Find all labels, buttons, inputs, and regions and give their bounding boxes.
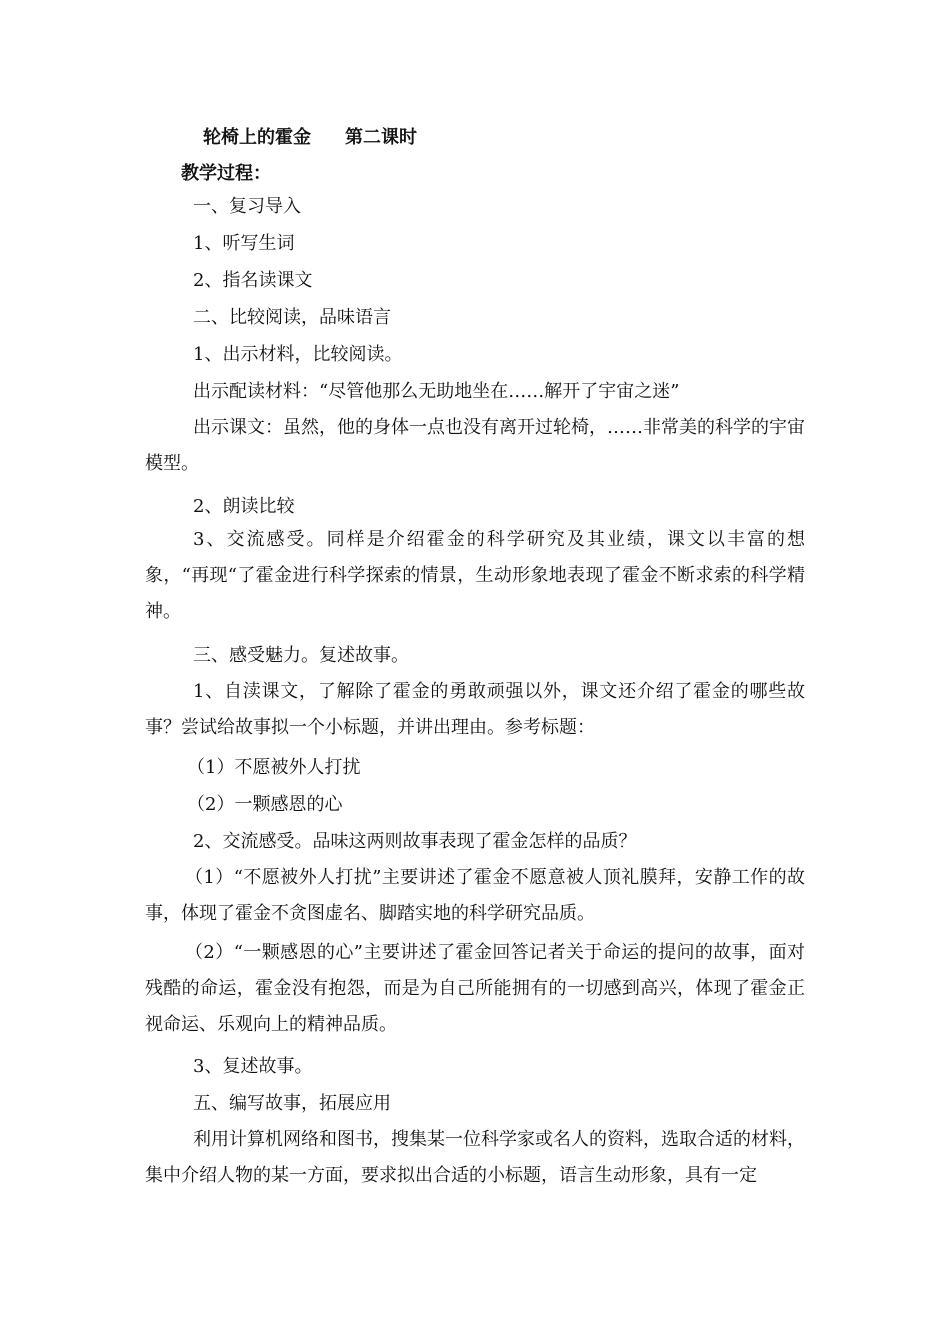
section-3-title-2: （2）一颗感恩的心	[187, 794, 343, 815]
section-3-item-1: 1、自渎课文，了解除了霍金的勇敢顽强以外，课文还介绍了霍金的哪些故事？尝试给故事拟一个小标题，并讲出理由。参考标题：	[145, 681, 805, 738]
document-title	[203, 127, 417, 149]
section-5-heading: 五、编写故事，拓展应用	[193, 1093, 391, 1114]
section-2-item-2: 2、朗读比较	[193, 496, 295, 517]
section-3-item-3: 3、复述故事。	[193, 1056, 313, 1077]
section-2-material-b: 出示课文：虽然，他的身体一点也没有离开过轮椅，……非常美的科学的宇宙模型。	[145, 417, 805, 474]
section-2-material-a: 出示配读材料：“尽管他那么无助地坐在……解开了宇宙之迷”	[193, 381, 680, 402]
section-3-heading: 三、感受魅力。复述故事。	[193, 645, 409, 666]
section-5-item-1: 利用计算机网络和图书，搜集某一位科学家或名人的资料，选取合适的材料，集中介绍人物的某一方面，要求拟出合适的小标题，语言生动形象，具有一定	[145, 1129, 805, 1186]
section-2-item-3: 3、交流感受。同样是介绍霍金的科学研究及其业绩，课文以丰富的想象，“再现“了霍金进行科学探索的情景，生动形象地表现了霍金不断求索的科学精神。	[145, 529, 805, 622]
section-3-item-2: 2、交流感受。品味这两则故事表现了霍金怎样的品质？	[193, 831, 637, 852]
section-1-item-2: 2、指名读课文	[193, 270, 313, 291]
section-1-heading: 一、复习导入	[193, 196, 301, 217]
section-3-answer-2: （2）“一颗感恩的心”主要讲述了霍金回答记者关于命运的提问的故事，面对残酷的命运，霍金没有抱怨，而是为自己所能拥有的一切感到高兴，体现了霍金正视命运、乐观向上的精神品质。	[145, 942, 805, 1035]
title-sub: 第二课时	[345, 127, 417, 148]
section-2-item-1: 1、出示材料，比较阅读。	[193, 344, 403, 365]
section-heading: 教学过程：	[181, 163, 271, 184]
title-main: 轮椅上的霍金	[203, 127, 311, 148]
section-3-title-1: （1）不愿被外人打扰	[187, 757, 361, 778]
section-1-item-1: 1、听写生词	[193, 233, 295, 254]
section-3-answer-1: （1）“不愿被外人打扰”主要讲述了霍金不愿意被人顶礼膜拜，安静工作的故事，体现了霍金不贪图虚名、脚踏实地的科学研究品质。	[145, 867, 805, 924]
section-2-heading: 二、比较阅读，品味语言	[193, 307, 391, 328]
